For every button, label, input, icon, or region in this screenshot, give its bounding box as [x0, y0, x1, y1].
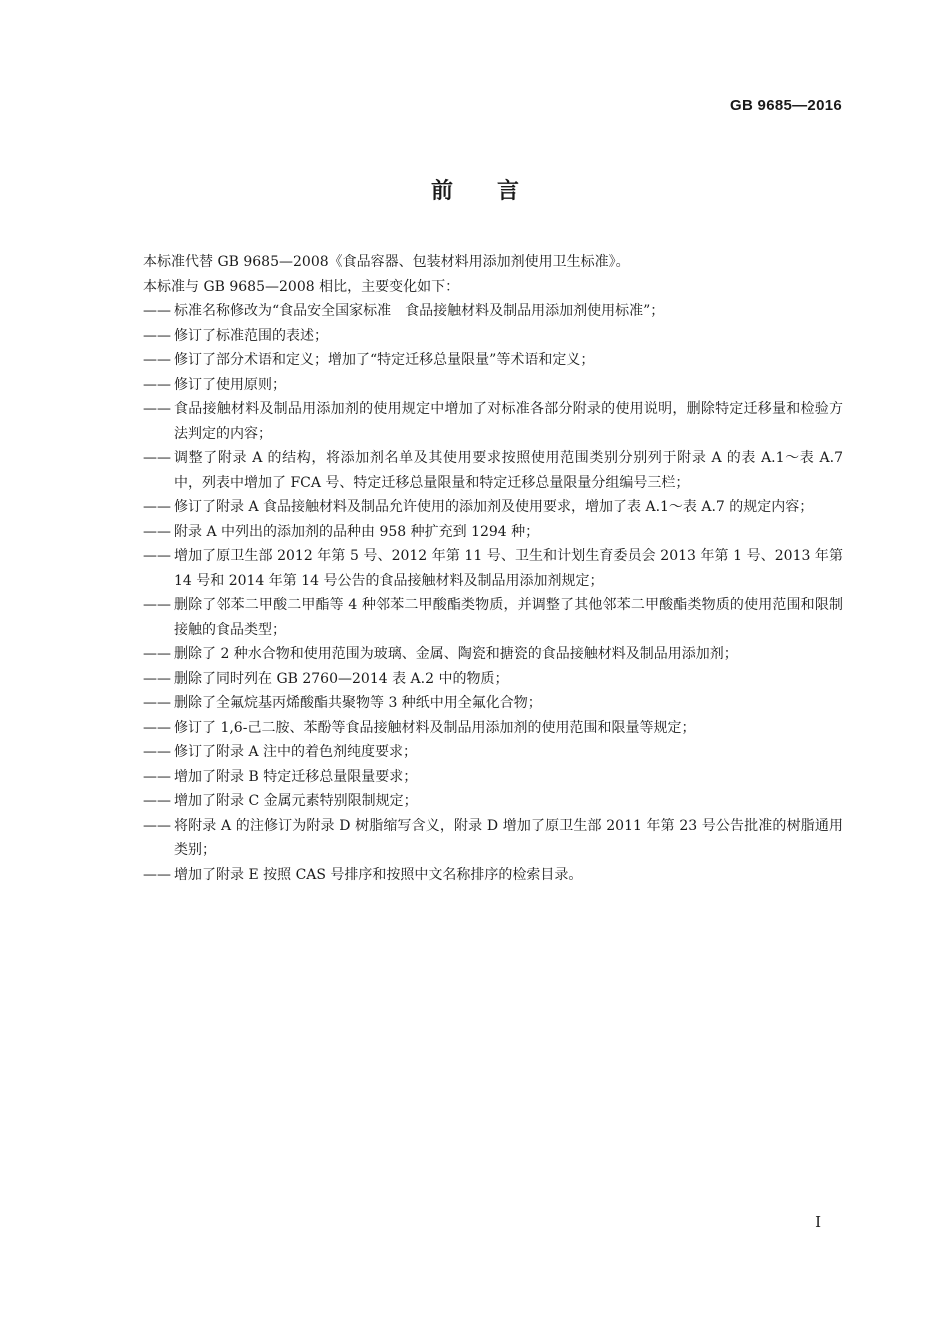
list-item-text: 修订了附录 A 注中的着色剂纯度要求； — [174, 744, 418, 760]
dash-marker: —— — [143, 303, 171, 319]
list-item-text: 增加了附录 B 特定迁移总量限量要求； — [174, 768, 418, 785]
list-item-text: 增加了附录 E 按照 CAS 号排序和按照中文名称排序的检索目录。 — [174, 866, 583, 883]
changes-list — [143, 299, 843, 887]
document-body — [143, 250, 843, 887]
list-item — [143, 765, 843, 790]
list-item-text: 附录 A 中列出的添加剂的品种由 958 种扩充到 1294 种； — [174, 523, 540, 540]
dash-marker: —— — [143, 744, 171, 760]
list-item — [143, 299, 843, 324]
list-item-text: 删除了同时列在 GB 2760—2014 表 A.2 中的物质； — [174, 670, 509, 687]
dash-marker: —— — [143, 548, 171, 564]
list-item — [143, 691, 843, 716]
list-item — [143, 593, 843, 642]
list-item-text: 删除了邻苯二甲酸二甲酯等 4 种邻苯二甲酸酯类物质，并调整了其他邻苯二甲酸酯类物质的使用范围和限制接触的食品类型； — [174, 597, 843, 638]
dash-marker: —— — [143, 768, 171, 785]
list-item — [143, 446, 843, 495]
list-item-text: 修订了标准范围的表述； — [174, 327, 328, 344]
dash-marker: —— — [143, 793, 171, 809]
list-item — [143, 667, 843, 692]
list-item-text: 增加了附录 C 金属元素特别限制规定； — [174, 793, 418, 809]
intro-paragraph-replaces: 本标准代替 GB 9685—2008《食品容器、包装材料用添加剂使用卫生标准》。 — [143, 254, 630, 270]
dash-marker: —— — [143, 401, 171, 417]
dash-marker: —— — [143, 327, 171, 344]
list-item — [143, 740, 843, 765]
dash-marker: —— — [143, 376, 171, 393]
list-item-text: 标准名称修改为“食品安全国家标准 食品接触材料及制品用添加剂使用标准”； — [174, 303, 665, 319]
standard-number: GB 9685—2016 — [729, 97, 842, 114]
intro-paragraph-changes: 本标准与 GB 9685—2008 相比，主要变化如下： — [143, 278, 460, 295]
list-item-text: 食品接触材料及制品用添加剂的使用规定中增加了对标准各部分附录的使用说明，删除特定迁移量和检验方法判定的内容； — [174, 401, 843, 442]
dash-marker: —— — [143, 450, 171, 466]
list-item — [143, 520, 843, 545]
list-item-text: 修订了附录 A 食品接触材料及制品允许使用的添加剂及使用要求，增加了表 A.1～表 A.7 的规定内容； — [174, 499, 814, 515]
dash-marker: —— — [143, 719, 171, 736]
list-item-text: 修订了 1,6-己二胺、苯酚等食品接触材料及制品用添加剂的使用范围和限量等规定； — [174, 719, 696, 736]
list-item — [143, 642, 843, 667]
dash-marker: —— — [143, 597, 171, 613]
list-item — [143, 495, 843, 520]
dash-marker: —— — [143, 499, 171, 515]
list-item-text: 将附录 A 的注修订为附录 D 树脂缩写含义，附录 D 增加了原卫生部 2011 年第 23 号公告批准的树脂通用类别； — [174, 817, 843, 858]
list-item — [143, 324, 843, 349]
page-title: 前言 — [430, 179, 563, 204]
list-item-text: 修订了使用原则； — [174, 376, 286, 393]
list-item — [143, 814, 843, 863]
list-item-text: 删除了全氟烷基丙烯酸酯共聚物等 3 种纸中用全氟化合物； — [174, 695, 542, 711]
list-item-text: 删除了 2 种水合物和使用范围为玻璃、金属、陶瓷和搪瓷的食品接触材料及制品用添加剂； — [174, 646, 738, 662]
dash-marker: —— — [143, 523, 171, 540]
list-item — [143, 716, 843, 741]
dash-marker: —— — [143, 352, 171, 368]
list-item — [143, 544, 843, 593]
dash-marker: —— — [143, 695, 171, 711]
list-item — [143, 789, 843, 814]
list-item-text: 修订了部分术语和定义；增加了“特定迁移总量限量”等术语和定义； — [174, 352, 595, 368]
dash-marker: —— — [143, 646, 171, 662]
list-item — [143, 373, 843, 398]
list-item — [143, 397, 843, 446]
list-item — [143, 348, 843, 373]
list-item — [143, 863, 843, 888]
list-item-text: 调整了附录 A 的结构，将添加剂名单及其使用要求按照使用范围类别分别列于附录 A 的表 A.1～表 A.7 中，列表中增加了 FCA 号、特定迁移总量限量和特定迁移总量限量分组编号三栏； — [174, 450, 843, 491]
dash-marker: —— — [143, 670, 171, 687]
list-item-text: 增加了原卫生部 2012 年第 5 号、2012 年第 11 号、卫生和计划生育委员会 2013 年第 1 号、2013 年第 14 号和 2014 年第 14 号公告的食品接触材料及制品用添加剂规定； — [174, 548, 843, 589]
dash-marker: —— — [143, 817, 171, 834]
page-number: I — [815, 1213, 821, 1231]
dash-marker: —— — [143, 866, 171, 883]
